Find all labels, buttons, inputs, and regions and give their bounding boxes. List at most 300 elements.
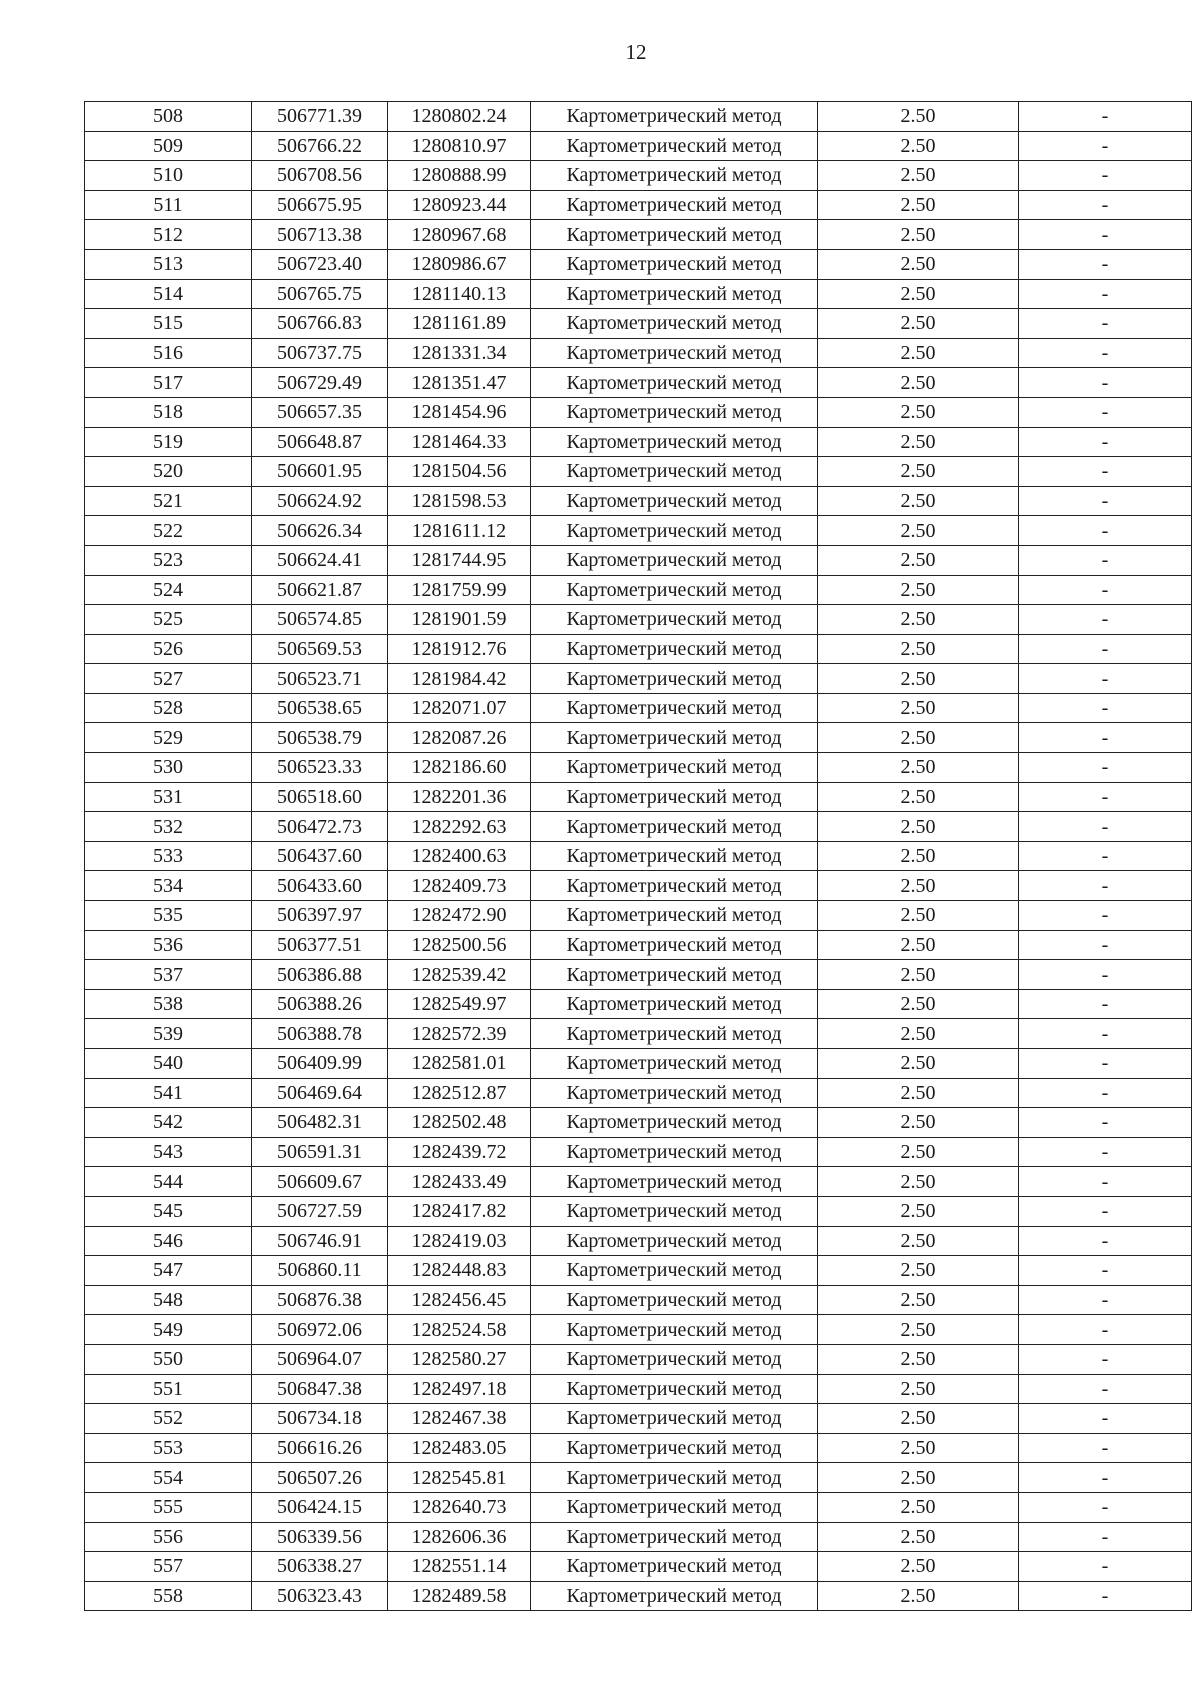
point-number-cell: 543 xyxy=(85,1137,252,1167)
x-coordinate-cell: 506386.88 xyxy=(252,960,388,990)
method-cell: Картометрический метод xyxy=(531,545,818,575)
accuracy-cell: 2.50 xyxy=(818,1226,1019,1256)
y-coordinate-cell: 1282186.60 xyxy=(388,753,531,783)
point-number-cell: 550 xyxy=(85,1344,252,1374)
table-row xyxy=(85,457,1192,487)
x-coordinate-cell: 506569.53 xyxy=(252,634,388,664)
x-coordinate-cell: 506727.59 xyxy=(252,1196,388,1226)
y-coordinate-cell: 1282201.36 xyxy=(388,782,531,812)
table-row xyxy=(85,545,1192,575)
note-cell: - xyxy=(1019,338,1192,368)
table-row xyxy=(85,871,1192,901)
y-coordinate-cell: 1282572.39 xyxy=(388,1019,531,1049)
method-cell: Картометрический метод xyxy=(531,397,818,427)
x-coordinate-cell: 506972.06 xyxy=(252,1315,388,1345)
note-cell: - xyxy=(1019,249,1192,279)
method-cell: Картометрический метод xyxy=(531,1433,818,1463)
note-cell: - xyxy=(1019,457,1192,487)
point-number-cell: 530 xyxy=(85,753,252,783)
y-coordinate-cell: 1282456.45 xyxy=(388,1285,531,1315)
note-cell: - xyxy=(1019,1492,1192,1522)
y-coordinate-cell: 1281454.96 xyxy=(388,397,531,427)
point-number-cell: 537 xyxy=(85,960,252,990)
method-cell: Картометрический метод xyxy=(531,901,818,931)
accuracy-cell: 2.50 xyxy=(818,693,1019,723)
table-row xyxy=(85,930,1192,960)
y-coordinate-cell: 1282448.83 xyxy=(388,1256,531,1286)
y-coordinate-cell: 1281351.47 xyxy=(388,368,531,398)
x-coordinate-cell: 506766.22 xyxy=(252,131,388,161)
note-cell: - xyxy=(1019,753,1192,783)
x-coordinate-cell: 506538.65 xyxy=(252,693,388,723)
y-coordinate-cell: 1282419.03 xyxy=(388,1226,531,1256)
point-number-cell: 554 xyxy=(85,1463,252,1493)
x-coordinate-cell: 506523.71 xyxy=(252,664,388,694)
point-number-cell: 510 xyxy=(85,161,252,191)
method-cell: Картометрический метод xyxy=(531,1256,818,1286)
point-number-cell: 508 xyxy=(85,102,252,132)
table-row xyxy=(85,1463,1192,1493)
point-number-cell: 529 xyxy=(85,723,252,753)
accuracy-cell: 2.50 xyxy=(818,1049,1019,1079)
x-coordinate-cell: 506713.38 xyxy=(252,220,388,250)
coordinates-table-body xyxy=(85,102,1192,1611)
point-number-cell: 558 xyxy=(85,1581,252,1611)
point-number-cell: 515 xyxy=(85,309,252,339)
accuracy-cell: 2.50 xyxy=(818,249,1019,279)
note-cell: - xyxy=(1019,841,1192,871)
x-coordinate-cell: 506621.87 xyxy=(252,575,388,605)
accuracy-cell: 2.50 xyxy=(818,1404,1019,1434)
x-coordinate-cell: 506377.51 xyxy=(252,930,388,960)
method-cell: Картометрический метод xyxy=(531,249,818,279)
note-cell: - xyxy=(1019,220,1192,250)
table-row xyxy=(85,1196,1192,1226)
accuracy-cell: 2.50 xyxy=(818,161,1019,191)
y-coordinate-cell: 1282071.07 xyxy=(388,693,531,723)
table-row xyxy=(85,249,1192,279)
accuracy-cell: 2.50 xyxy=(818,664,1019,694)
x-coordinate-cell: 506860.11 xyxy=(252,1256,388,1286)
table-row xyxy=(85,486,1192,516)
coordinates-table xyxy=(84,101,1192,1611)
x-coordinate-cell: 506574.85 xyxy=(252,605,388,635)
method-cell: Картометрический метод xyxy=(531,841,818,871)
point-number-cell: 512 xyxy=(85,220,252,250)
y-coordinate-cell: 1282409.73 xyxy=(388,871,531,901)
y-coordinate-cell: 1281331.34 xyxy=(388,338,531,368)
accuracy-cell: 2.50 xyxy=(818,1137,1019,1167)
table-row xyxy=(85,279,1192,309)
note-cell: - xyxy=(1019,516,1192,546)
note-cell: - xyxy=(1019,1404,1192,1434)
y-coordinate-cell: 1282489.58 xyxy=(388,1581,531,1611)
note-cell: - xyxy=(1019,960,1192,990)
y-coordinate-cell: 1282433.49 xyxy=(388,1167,531,1197)
y-coordinate-cell: 1281598.53 xyxy=(388,486,531,516)
note-cell: - xyxy=(1019,901,1192,931)
table-row xyxy=(85,782,1192,812)
table-row xyxy=(85,575,1192,605)
x-coordinate-cell: 506708.56 xyxy=(252,161,388,191)
method-cell: Картометрический метод xyxy=(531,1374,818,1404)
x-coordinate-cell: 506538.79 xyxy=(252,723,388,753)
page-number: 12 xyxy=(625,40,647,64)
method-cell: Картометрический метод xyxy=(531,102,818,132)
note-cell: - xyxy=(1019,279,1192,309)
point-number-cell: 539 xyxy=(85,1019,252,1049)
accuracy-cell: 2.50 xyxy=(818,1196,1019,1226)
method-cell: Картометрический метод xyxy=(531,812,818,842)
method-cell: Картометрический метод xyxy=(531,634,818,664)
table-row xyxy=(85,1137,1192,1167)
accuracy-cell: 2.50 xyxy=(818,131,1019,161)
method-cell: Картометрический метод xyxy=(531,1404,818,1434)
point-number-cell: 541 xyxy=(85,1078,252,1108)
x-coordinate-cell: 506437.60 xyxy=(252,841,388,871)
accuracy-cell: 2.50 xyxy=(818,309,1019,339)
y-coordinate-cell: 1281161.89 xyxy=(388,309,531,339)
method-cell: Картометрический метод xyxy=(531,693,818,723)
note-cell: - xyxy=(1019,664,1192,694)
table-row xyxy=(85,1285,1192,1315)
method-cell: Картометрический метод xyxy=(531,1492,818,1522)
y-coordinate-cell: 1280986.67 xyxy=(388,249,531,279)
note-cell: - xyxy=(1019,190,1192,220)
accuracy-cell: 2.50 xyxy=(818,1256,1019,1286)
method-cell: Картометрический метод xyxy=(531,1522,818,1552)
y-coordinate-cell: 1281984.42 xyxy=(388,664,531,694)
table-row xyxy=(85,1256,1192,1286)
point-number-cell: 509 xyxy=(85,131,252,161)
accuracy-cell: 2.50 xyxy=(818,1078,1019,1108)
method-cell: Картометрический метод xyxy=(531,930,818,960)
point-number-cell: 538 xyxy=(85,989,252,1019)
table-row xyxy=(85,1581,1192,1611)
method-cell: Картометрический метод xyxy=(531,1344,818,1374)
table-row xyxy=(85,841,1192,871)
x-coordinate-cell: 506746.91 xyxy=(252,1226,388,1256)
accuracy-cell: 2.50 xyxy=(818,901,1019,931)
table-row xyxy=(85,220,1192,250)
point-number-cell: 516 xyxy=(85,338,252,368)
point-number-cell: 542 xyxy=(85,1108,252,1138)
table-row xyxy=(85,1019,1192,1049)
y-coordinate-cell: 1282500.56 xyxy=(388,930,531,960)
accuracy-cell: 2.50 xyxy=(818,457,1019,487)
table-row xyxy=(85,812,1192,842)
method-cell: Картометрический метод xyxy=(531,190,818,220)
accuracy-cell: 2.50 xyxy=(818,516,1019,546)
table-row xyxy=(85,131,1192,161)
note-cell: - xyxy=(1019,782,1192,812)
x-coordinate-cell: 506876.38 xyxy=(252,1285,388,1315)
accuracy-cell: 2.50 xyxy=(818,220,1019,250)
x-coordinate-cell: 506737.75 xyxy=(252,338,388,368)
y-coordinate-cell: 1282502.48 xyxy=(388,1108,531,1138)
x-coordinate-cell: 506723.40 xyxy=(252,249,388,279)
y-coordinate-cell: 1281744.95 xyxy=(388,545,531,575)
table-row xyxy=(85,338,1192,368)
point-number-cell: 526 xyxy=(85,634,252,664)
table-row xyxy=(85,1108,1192,1138)
point-number-cell: 531 xyxy=(85,782,252,812)
note-cell: - xyxy=(1019,989,1192,1019)
accuracy-cell: 2.50 xyxy=(818,368,1019,398)
accuracy-cell: 2.50 xyxy=(818,1019,1019,1049)
x-coordinate-cell: 506648.87 xyxy=(252,427,388,457)
x-coordinate-cell: 506469.64 xyxy=(252,1078,388,1108)
table-row xyxy=(85,368,1192,398)
x-coordinate-cell: 506847.38 xyxy=(252,1374,388,1404)
method-cell: Картометрический метод xyxy=(531,457,818,487)
note-cell: - xyxy=(1019,102,1192,132)
x-coordinate-cell: 506507.26 xyxy=(252,1463,388,1493)
point-number-cell: 551 xyxy=(85,1374,252,1404)
method-cell: Картометрический метод xyxy=(531,1049,818,1079)
accuracy-cell: 2.50 xyxy=(818,930,1019,960)
point-number-cell: 552 xyxy=(85,1404,252,1434)
table-row xyxy=(85,664,1192,694)
point-number-cell: 546 xyxy=(85,1226,252,1256)
y-coordinate-cell: 1281901.59 xyxy=(388,605,531,635)
note-cell: - xyxy=(1019,812,1192,842)
y-coordinate-cell: 1282292.63 xyxy=(388,812,531,842)
table-row xyxy=(85,397,1192,427)
x-coordinate-cell: 506518.60 xyxy=(252,782,388,812)
y-coordinate-cell: 1282467.38 xyxy=(388,1404,531,1434)
x-coordinate-cell: 506433.60 xyxy=(252,871,388,901)
method-cell: Картометрический метод xyxy=(531,427,818,457)
table-row xyxy=(85,693,1192,723)
table-row xyxy=(85,190,1192,220)
y-coordinate-cell: 1282581.01 xyxy=(388,1049,531,1079)
note-cell: - xyxy=(1019,871,1192,901)
point-number-cell: 540 xyxy=(85,1049,252,1079)
method-cell: Картометрический метод xyxy=(531,989,818,1019)
method-cell: Картометрический метод xyxy=(531,161,818,191)
note-cell: - xyxy=(1019,545,1192,575)
point-number-cell: 548 xyxy=(85,1285,252,1315)
note-cell: - xyxy=(1019,161,1192,191)
x-coordinate-cell: 506734.18 xyxy=(252,1404,388,1434)
accuracy-cell: 2.50 xyxy=(818,1522,1019,1552)
y-coordinate-cell: 1281504.56 xyxy=(388,457,531,487)
accuracy-cell: 2.50 xyxy=(818,1315,1019,1345)
note-cell: - xyxy=(1019,1374,1192,1404)
method-cell: Картометрический метод xyxy=(531,782,818,812)
y-coordinate-cell: 1282640.73 xyxy=(388,1492,531,1522)
table-row xyxy=(85,723,1192,753)
accuracy-cell: 2.50 xyxy=(818,1167,1019,1197)
x-coordinate-cell: 506591.31 xyxy=(252,1137,388,1167)
method-cell: Картометрический метод xyxy=(531,486,818,516)
note-cell: - xyxy=(1019,397,1192,427)
note-cell: - xyxy=(1019,605,1192,635)
note-cell: - xyxy=(1019,723,1192,753)
y-coordinate-cell: 1280802.24 xyxy=(388,102,531,132)
point-number-cell: 523 xyxy=(85,545,252,575)
table-row xyxy=(85,901,1192,931)
table-row xyxy=(85,1315,1192,1345)
note-cell: - xyxy=(1019,1581,1192,1611)
method-cell: Картометрический метод xyxy=(531,664,818,694)
method-cell: Картометрический метод xyxy=(531,309,818,339)
table-row xyxy=(85,161,1192,191)
method-cell: Картометрический метод xyxy=(531,960,818,990)
x-coordinate-cell: 506765.75 xyxy=(252,279,388,309)
accuracy-cell: 2.50 xyxy=(818,782,1019,812)
table-row xyxy=(85,1522,1192,1552)
note-cell: - xyxy=(1019,1049,1192,1079)
y-coordinate-cell: 1281759.99 xyxy=(388,575,531,605)
note-cell: - xyxy=(1019,309,1192,339)
point-number-cell: 533 xyxy=(85,841,252,871)
accuracy-cell: 2.50 xyxy=(818,723,1019,753)
point-number-cell: 549 xyxy=(85,1315,252,1345)
table-row xyxy=(85,516,1192,546)
point-number-cell: 545 xyxy=(85,1196,252,1226)
table-row xyxy=(85,1049,1192,1079)
method-cell: Картометрический метод xyxy=(531,1581,818,1611)
x-coordinate-cell: 506323.43 xyxy=(252,1581,388,1611)
point-number-cell: 521 xyxy=(85,486,252,516)
table-row xyxy=(85,1344,1192,1374)
table-row xyxy=(85,1374,1192,1404)
point-number-cell: 520 xyxy=(85,457,252,487)
x-coordinate-cell: 506397.97 xyxy=(252,901,388,931)
point-number-cell: 544 xyxy=(85,1167,252,1197)
point-number-cell: 519 xyxy=(85,427,252,457)
point-number-cell: 557 xyxy=(85,1552,252,1582)
accuracy-cell: 2.50 xyxy=(818,486,1019,516)
x-coordinate-cell: 506424.15 xyxy=(252,1492,388,1522)
method-cell: Картометрический метод xyxy=(531,1552,818,1582)
method-cell: Картометрический метод xyxy=(531,1463,818,1493)
x-coordinate-cell: 506523.33 xyxy=(252,753,388,783)
table-row xyxy=(85,1078,1192,1108)
accuracy-cell: 2.50 xyxy=(818,575,1019,605)
y-coordinate-cell: 1282549.97 xyxy=(388,989,531,1019)
accuracy-cell: 2.50 xyxy=(818,338,1019,368)
method-cell: Картометрический метод xyxy=(531,1019,818,1049)
method-cell: Картометрический метод xyxy=(531,1078,818,1108)
note-cell: - xyxy=(1019,1463,1192,1493)
note-cell: - xyxy=(1019,427,1192,457)
point-number-cell: 556 xyxy=(85,1522,252,1552)
table-row xyxy=(85,753,1192,783)
y-coordinate-cell: 1282512.87 xyxy=(388,1078,531,1108)
note-cell: - xyxy=(1019,575,1192,605)
y-coordinate-cell: 1281912.76 xyxy=(388,634,531,664)
point-number-cell: 511 xyxy=(85,190,252,220)
x-coordinate-cell: 506616.26 xyxy=(252,1433,388,1463)
x-coordinate-cell: 506657.35 xyxy=(252,397,388,427)
accuracy-cell: 2.50 xyxy=(818,102,1019,132)
y-coordinate-cell: 1282417.82 xyxy=(388,1196,531,1226)
method-cell: Картометрический метод xyxy=(531,605,818,635)
accuracy-cell: 2.50 xyxy=(818,545,1019,575)
accuracy-cell: 2.50 xyxy=(818,279,1019,309)
note-cell: - xyxy=(1019,1137,1192,1167)
accuracy-cell: 2.50 xyxy=(818,989,1019,1019)
point-number-cell: 536 xyxy=(85,930,252,960)
note-cell: - xyxy=(1019,486,1192,516)
y-coordinate-cell: 1282551.14 xyxy=(388,1552,531,1582)
method-cell: Картометрический метод xyxy=(531,871,818,901)
method-cell: Картометрический метод xyxy=(531,131,818,161)
accuracy-cell: 2.50 xyxy=(818,1285,1019,1315)
table-row xyxy=(85,1492,1192,1522)
table-row xyxy=(85,427,1192,457)
point-number-cell: 528 xyxy=(85,693,252,723)
x-coordinate-cell: 506626.34 xyxy=(252,516,388,546)
note-cell: - xyxy=(1019,1108,1192,1138)
point-number-cell: 532 xyxy=(85,812,252,842)
x-coordinate-cell: 506675.95 xyxy=(252,190,388,220)
x-coordinate-cell: 506482.31 xyxy=(252,1108,388,1138)
method-cell: Картометрический метод xyxy=(531,279,818,309)
accuracy-cell: 2.50 xyxy=(818,1344,1019,1374)
method-cell: Картометрический метод xyxy=(531,1285,818,1315)
table-row xyxy=(85,605,1192,635)
accuracy-cell: 2.50 xyxy=(818,1463,1019,1493)
table-row xyxy=(85,1552,1192,1582)
y-coordinate-cell: 1282545.81 xyxy=(388,1463,531,1493)
note-cell: - xyxy=(1019,693,1192,723)
y-coordinate-cell: 1280923.44 xyxy=(388,190,531,220)
note-cell: - xyxy=(1019,1196,1192,1226)
table-row xyxy=(85,102,1192,132)
table-row xyxy=(85,989,1192,1019)
x-coordinate-cell: 506339.56 xyxy=(252,1522,388,1552)
accuracy-cell: 2.50 xyxy=(818,1374,1019,1404)
point-number-cell: 518 xyxy=(85,397,252,427)
y-coordinate-cell: 1282400.63 xyxy=(388,841,531,871)
method-cell: Картометрический метод xyxy=(531,723,818,753)
table-row xyxy=(85,960,1192,990)
point-number-cell: 527 xyxy=(85,664,252,694)
point-number-cell: 522 xyxy=(85,516,252,546)
accuracy-cell: 2.50 xyxy=(818,397,1019,427)
note-cell: - xyxy=(1019,1315,1192,1345)
x-coordinate-cell: 506766.83 xyxy=(252,309,388,339)
method-cell: Картометрический метод xyxy=(531,338,818,368)
x-coordinate-cell: 506624.41 xyxy=(252,545,388,575)
method-cell: Картометрический метод xyxy=(531,1137,818,1167)
table-row xyxy=(85,1167,1192,1197)
method-cell: Картометрический метод xyxy=(531,575,818,605)
note-cell: - xyxy=(1019,930,1192,960)
table-row xyxy=(85,309,1192,339)
y-coordinate-cell: 1282606.36 xyxy=(388,1522,531,1552)
note-cell: - xyxy=(1019,1226,1192,1256)
y-coordinate-cell: 1282580.27 xyxy=(388,1344,531,1374)
x-coordinate-cell: 506409.99 xyxy=(252,1049,388,1079)
x-coordinate-cell: 506388.26 xyxy=(252,989,388,1019)
method-cell: Картометрический метод xyxy=(531,1167,818,1197)
method-cell: Картометрический метод xyxy=(531,753,818,783)
method-cell: Картометрический метод xyxy=(531,1108,818,1138)
accuracy-cell: 2.50 xyxy=(818,753,1019,783)
point-number-cell: 524 xyxy=(85,575,252,605)
y-coordinate-cell: 1282483.05 xyxy=(388,1433,531,1463)
accuracy-cell: 2.50 xyxy=(818,1552,1019,1582)
point-number-cell: 517 xyxy=(85,368,252,398)
accuracy-cell: 2.50 xyxy=(818,634,1019,664)
y-coordinate-cell: 1282472.90 xyxy=(388,901,531,931)
note-cell: - xyxy=(1019,1019,1192,1049)
